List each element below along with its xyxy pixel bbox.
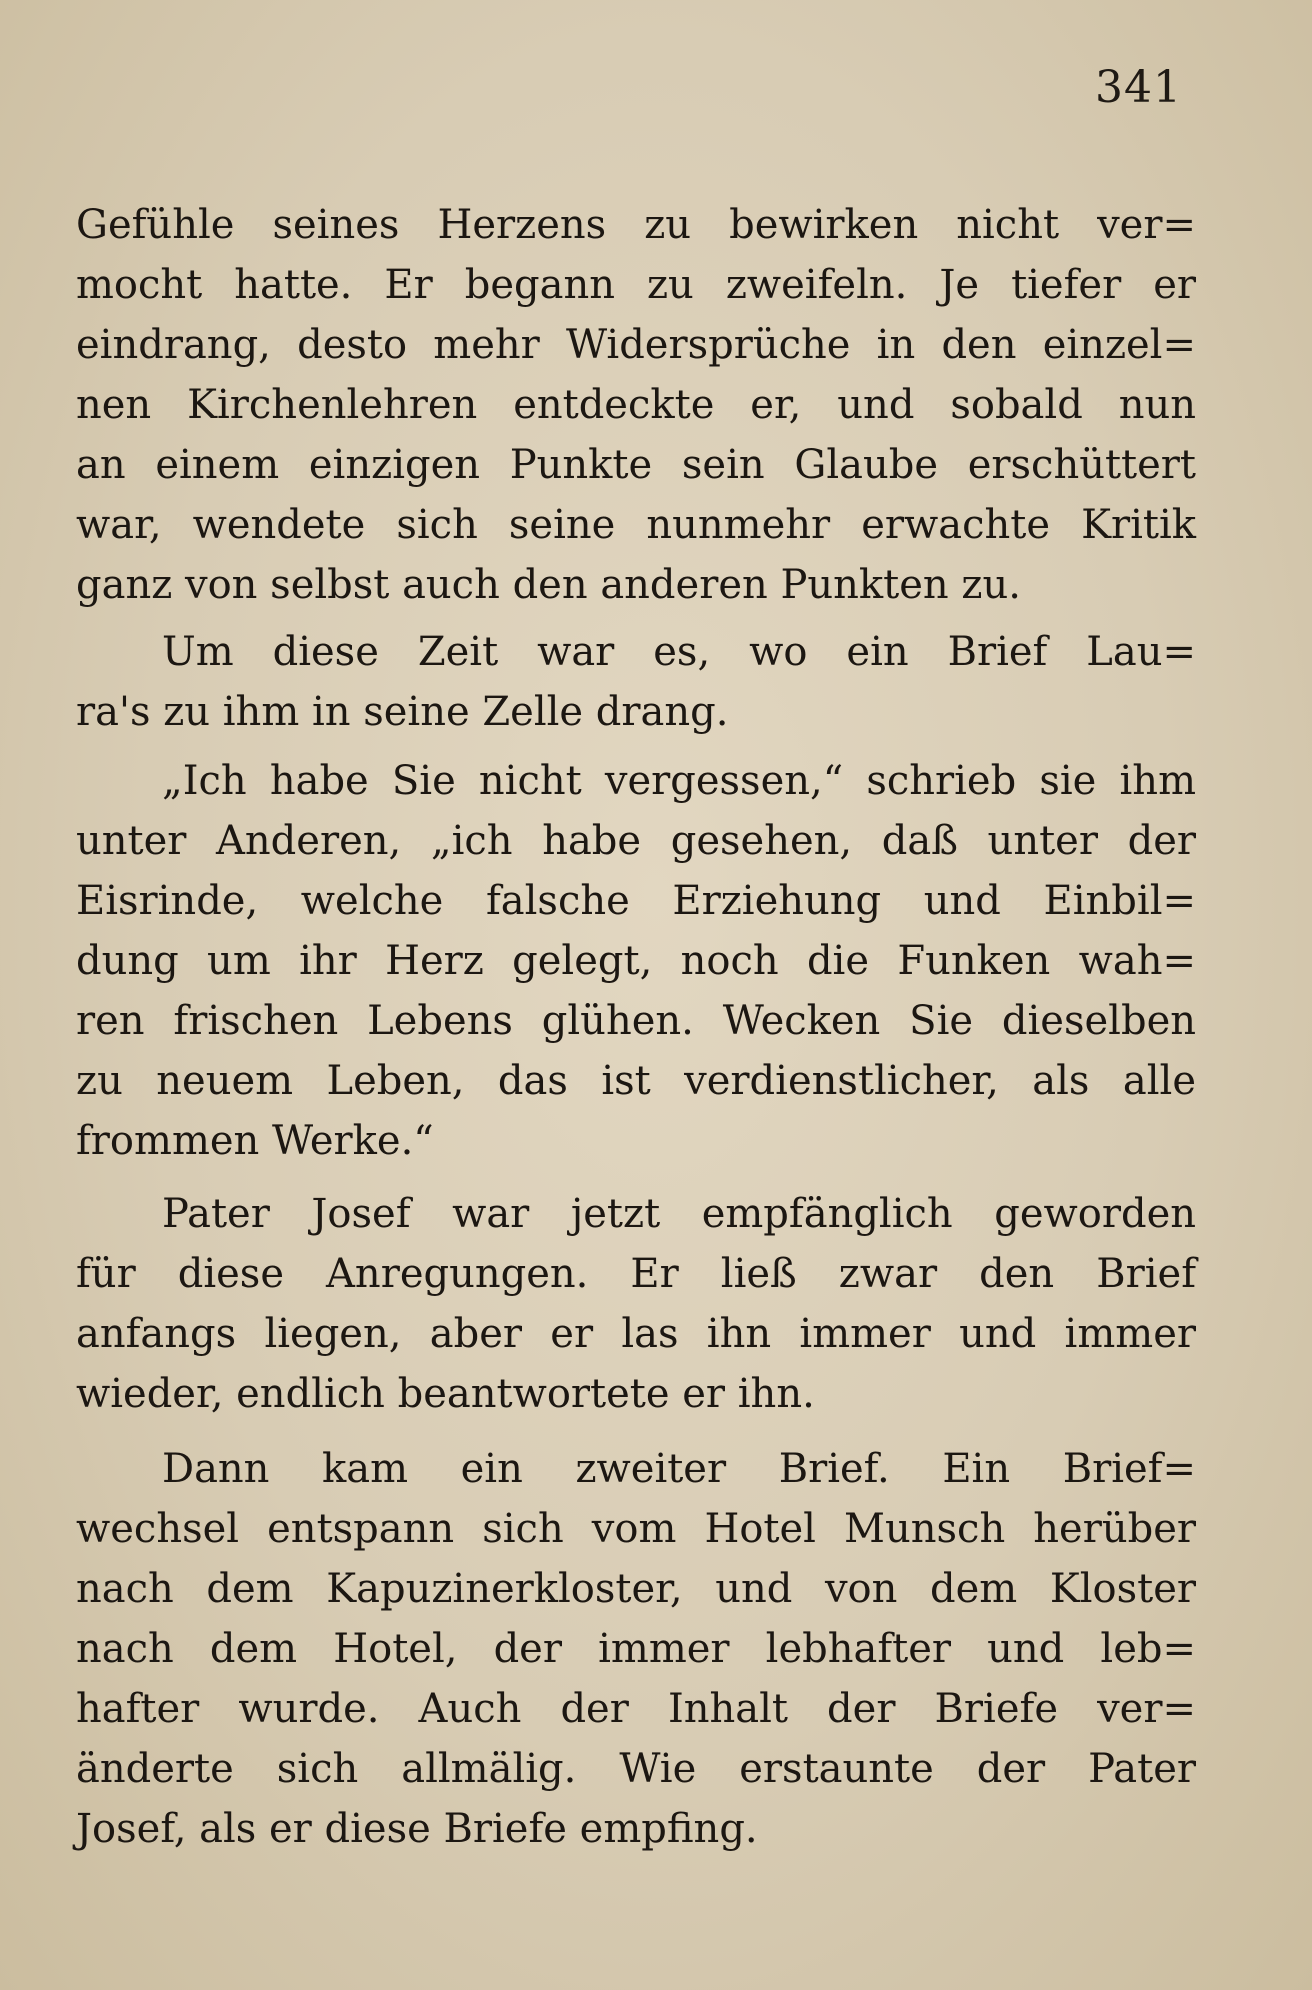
text-line: wechsel entspann sich vom Hotel Munsch herüber xyxy=(76,1506,1196,1552)
text-line: nach dem Kapuzinerkloster, und von dem Kloster xyxy=(76,1566,1196,1612)
paragraph-5 xyxy=(76,1439,1196,1859)
paragraph-4 xyxy=(76,1184,1196,1424)
text-line: nen Kirchenlehren entdeckte er, und sobald nun xyxy=(76,382,1196,428)
paragraph-3 xyxy=(76,751,1196,1171)
text-line: dung um ihr Herz gelegt, noch die Funken wah= xyxy=(76,938,1196,984)
text-line: für diese Anregungen. Er ließ zwar den Brief xyxy=(76,1251,1196,1297)
text-line: „Ich habe Sie nicht vergessen,“ schrieb sie ihm xyxy=(162,758,1196,804)
text-line: hafter wurde. Auch der Inhalt der Briefe ver= xyxy=(76,1686,1196,1732)
text-line: änderte sich allmälig. Wie erstaunte der Pater xyxy=(76,1746,1196,1792)
text-line: Dann kam ein zweiter Brief. Ein Brief= xyxy=(162,1446,1196,1492)
text-line: eindrang, desto mehr Widersprüche in den einzel= xyxy=(76,322,1196,368)
paragraph-1 xyxy=(76,195,1196,615)
text-line: Eisrinde, welche falsche Erziehung und Einbil= xyxy=(76,878,1196,924)
text-line: an einem einzigen Punkte sein Glaube erschüttert xyxy=(76,442,1196,488)
text-line: ganz von selbst auch den anderen Punkten zu. xyxy=(76,562,1021,608)
text-line: Gefühle seines Herzens zu bewirken nicht ver= xyxy=(76,202,1196,248)
body-text xyxy=(76,195,1196,1859)
text-line: Pater Josef war jetzt empfänglich geworden xyxy=(162,1191,1196,1237)
page-number: 341 xyxy=(1095,62,1182,113)
text-line: zu neuem Leben, das ist verdienstlicher, als alle xyxy=(76,1058,1196,1104)
text-line: wieder, endlich beantwortete er ihn. xyxy=(76,1371,815,1417)
paragraph-2 xyxy=(76,622,1196,742)
text-line: ren frischen Lebens glühen. Wecken Sie dieselben xyxy=(76,998,1196,1044)
text-line: Josef, als er diese Briefe empfing. xyxy=(76,1806,758,1852)
text-line: Um diese Zeit war es, wo ein Brief Lau= xyxy=(162,629,1196,675)
text-line: frommen Werke.“ xyxy=(76,1118,434,1164)
text-line: ra's zu ihm in seine Zelle drang. xyxy=(76,689,729,735)
text-line: anfangs liegen, aber er las ihn immer und immer xyxy=(76,1311,1196,1357)
text-line: war, wendete sich seine nunmehr erwachte Kritik xyxy=(76,502,1196,548)
text-line: mocht hatte. Er begann zu zweifeln. Je tiefer er xyxy=(76,262,1196,308)
text-line: unter Anderen, „ich habe gesehen, daß unter der xyxy=(76,818,1196,864)
text-line: nach dem Hotel, der immer lebhafter und leb= xyxy=(76,1626,1196,1672)
